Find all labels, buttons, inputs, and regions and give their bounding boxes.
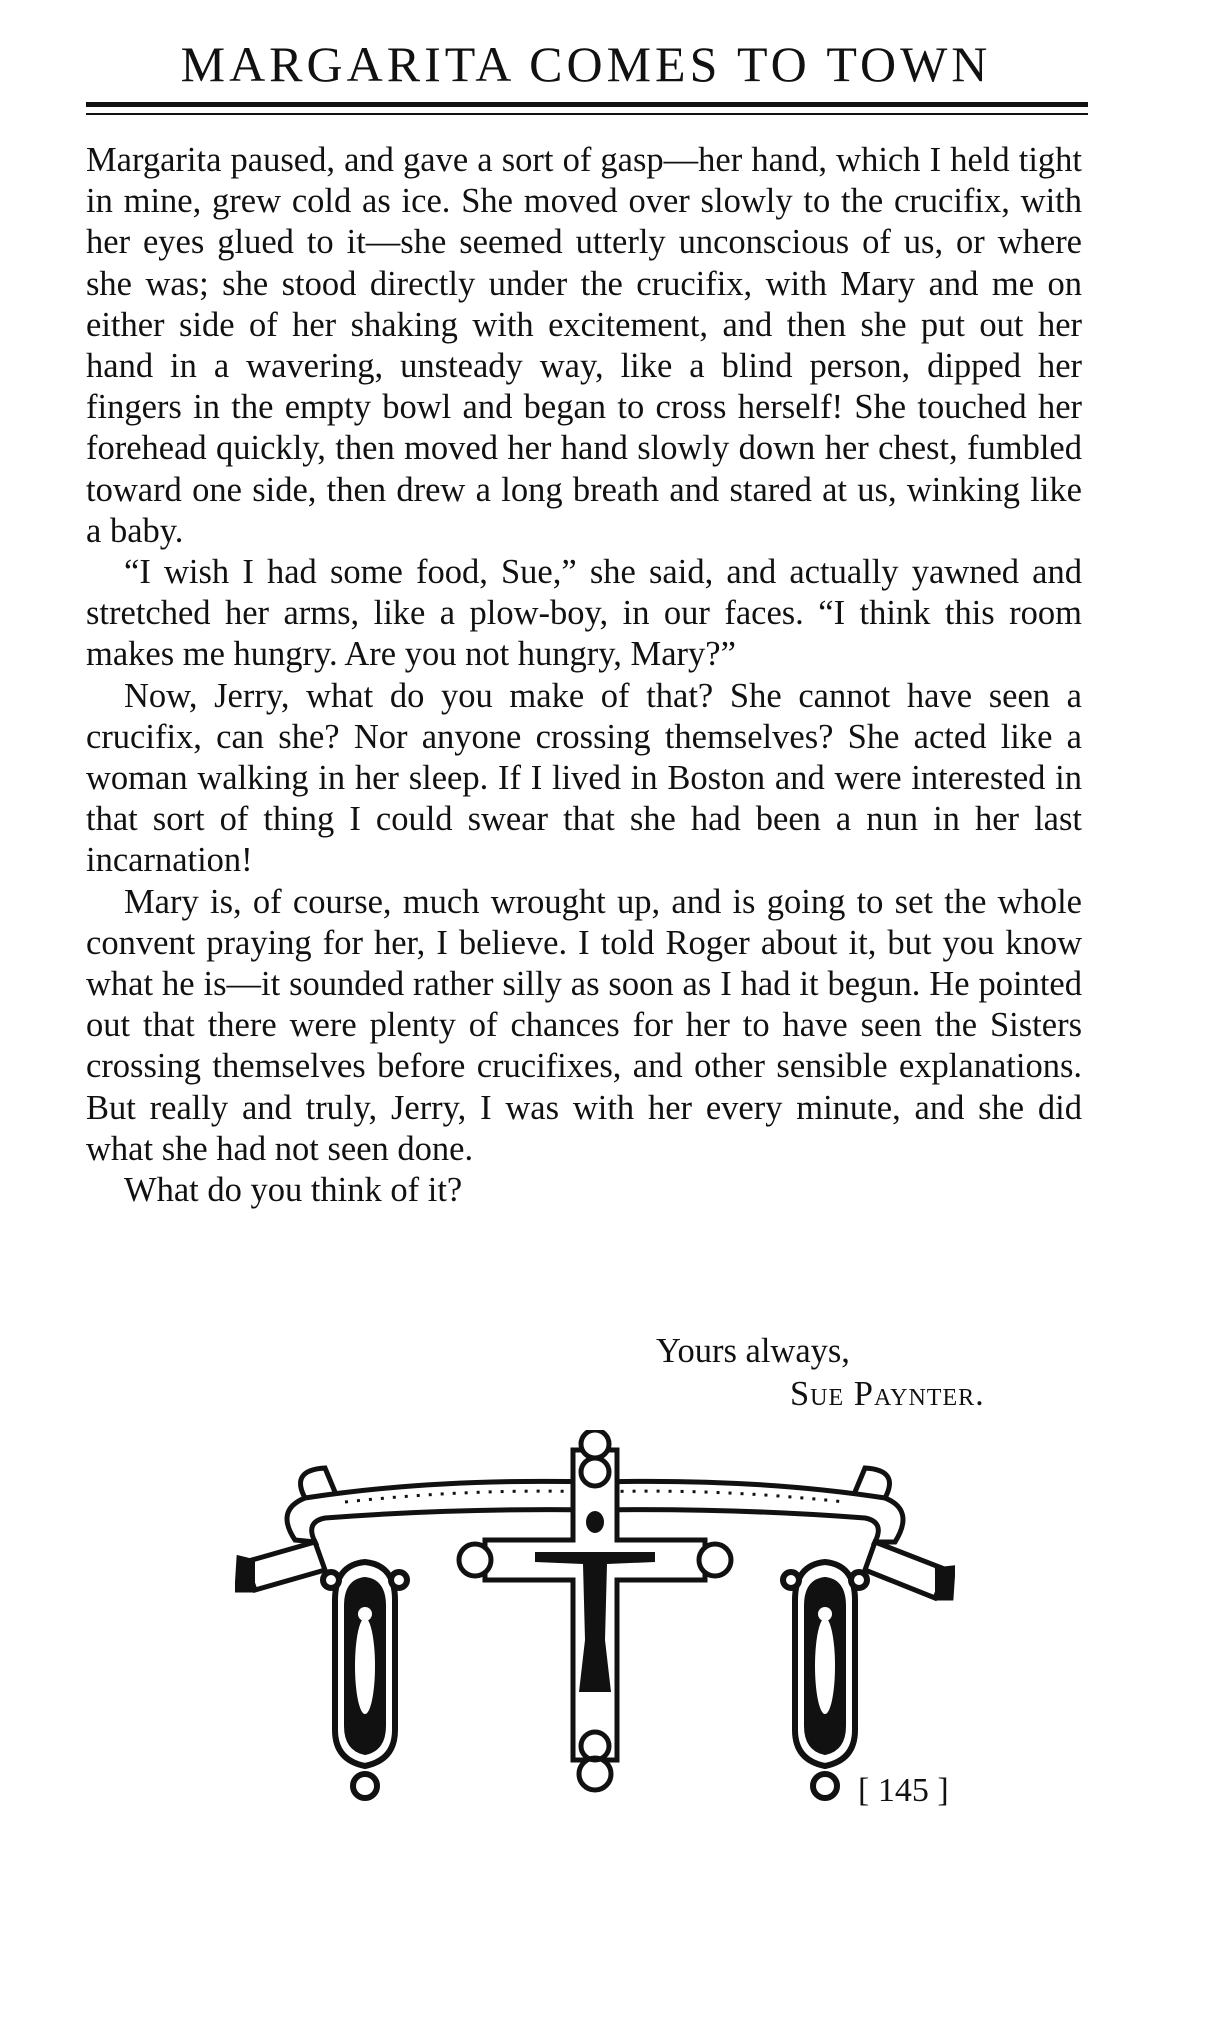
- header-rule-thick: [86, 102, 1088, 107]
- page-number: [ 145 ]: [858, 1772, 949, 1809]
- paragraph: What do you think of it?: [124, 1171, 463, 1210]
- paragraph: “I wish I had some food, Sue,” she said, and actually yawned and stretched her arms, like a plow-boy, in our faces. “I think this room makes me hungry. Are you not hungry, Mary?”: [86, 553, 1082, 674]
- paragraph: Margarita paused, and gave a sort of gasp—her hand, which I held tight in mine, grew cold as ice. She moved over slowly to the crucifix, with her eyes glued to it—she seemed utterly unconscious of us, or where she was; she stood directly under the crucifix, with Mary and me on either side of her shaking with excitement, and then she put out her hand in a wavering, unsteady way, like a blind person, dipped her fingers in the empty bowl and began to cross herself! She touched her forehead quickly, then moved her hand slowly down her chest, fumbled toward one side, then drew a long breath and stared at us, winking like a baby.: [86, 141, 1082, 550]
- header-rule-thin: [86, 113, 1088, 115]
- crucifix-banner-ornament-icon: [235, 1430, 955, 1810]
- running-head: MARGARITA COMES TO TOWN: [180, 36, 992, 92]
- closing-salutation: Yours always,: [656, 1332, 850, 1370]
- signature: Sue Paynter.: [790, 1375, 985, 1413]
- paragraph: Mary is, of course, much wrought up, and is going to set the whole convent praying for her, I believe. I told Roger about it, but you know what he is—it sounded rather silly as soon as I had it begun. He pointed out that there were plenty of chances for her to have seen the Sisters crossing themselves before crucifixes, and other sensible explanations. But really and truly, Jerry, I was with her every minute, and she did what she had not seen done.: [86, 882, 1082, 1168]
- paragraph: Now, Jerry, what do you make of that? She cannot have seen a crucifix, can she? Nor anyone crossing themselves? She acted like a woman walking in her sleep. If I lived in Boston and were interested in that sort of thing I could swear that she had been a nun in her last incarnation!: [86, 676, 1082, 880]
- letter-body: [86, 140, 1082, 1211]
